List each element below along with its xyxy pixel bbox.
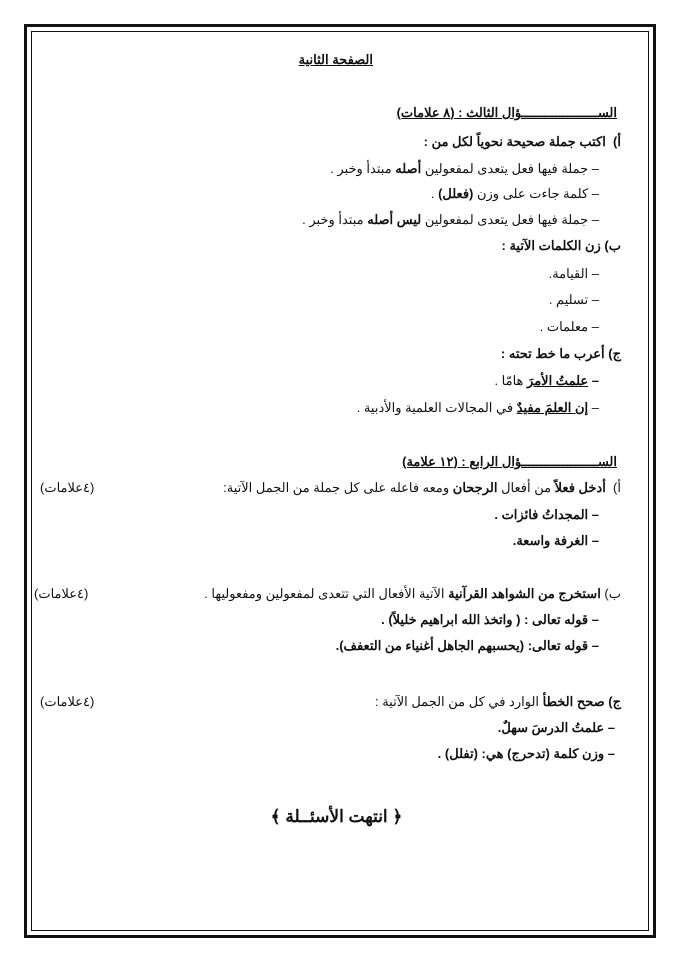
bold-text: ج) صحح الخطأ	[542, 694, 621, 709]
q4-c-marks: (٤علامات)	[40, 694, 95, 709]
text: –	[588, 400, 599, 415]
page-title: الصفحة الثانية	[298, 52, 373, 67]
text: مبتدأ وخبر .	[302, 212, 368, 227]
text: في المجالات العلمية والأدبية .	[356, 400, 517, 415]
q4-a-label: أ)	[613, 480, 621, 495]
text: هامّا .	[494, 373, 528, 388]
text: –	[588, 373, 599, 388]
q4-b-item: – قوله تعالى : ( واتخذ الله ابراهيم خليلاً) .	[381, 612, 599, 627]
underlined-text: إن العلمَ مفيدٌ	[516, 400, 589, 415]
bold-text: الرجحان	[452, 480, 498, 495]
q3-a-instruction	[424, 133, 621, 151]
q3-b-instruction: ب) زن الكلمات الآتية :	[501, 238, 621, 253]
q4-c-instruction	[375, 693, 621, 711]
text: من أفعال	[497, 480, 555, 495]
q4-a-item: – المجداتُ فائزات .	[494, 507, 599, 522]
text: الوارد في كل من الجمل الآتية :	[374, 694, 543, 709]
text: ب)	[600, 586, 621, 601]
q3-c-item	[357, 399, 599, 417]
q4-c-item: – علمتُ الدرسَ سهلٌ.	[497, 720, 615, 735]
q4-a-marks: (٤علامات)	[40, 480, 95, 495]
q4-a-instruction	[223, 479, 621, 497]
q4-heading: الســــــــــــــــــــؤال الرابع : (١٢ علامة)	[402, 454, 617, 469]
q3-a-item	[330, 160, 599, 178]
q4-a-item: – الغرفة واسعة.	[512, 533, 599, 548]
end-of-questions: ﴿ انتهت الأسئــلة ﴾	[270, 807, 403, 826]
text: ومعه فاعله على كل جملة من الجمل الآتية:	[223, 480, 453, 495]
text: مبتدأ وخبر .	[330, 161, 396, 176]
q3-a-item	[302, 211, 599, 229]
q4-b-instruction	[204, 585, 621, 603]
q3-a-label: أ)	[613, 134, 621, 149]
bold-text: استخرج من الشواهد القرآنية	[448, 586, 601, 601]
q3-heading: الســــــــــــــــــــؤال الثالث : (٨ علامات)	[396, 105, 617, 120]
bold-text: ليس أصله	[367, 212, 422, 227]
q3-b-item: – تسليم .	[548, 292, 599, 307]
q3-b-item: – القيامة.	[548, 266, 599, 281]
text: .	[430, 186, 439, 201]
text: – جملة فيها فعل يتعدى لمفعولين	[421, 161, 599, 176]
text: – كلمة جاءت على وزن	[473, 186, 599, 201]
q4-b-marks: (٤علامات)	[34, 586, 89, 601]
bold-text: (فعلل)	[438, 186, 474, 201]
q3-c-item	[494, 372, 599, 390]
underlined-text: علمتُ الأمرَ	[527, 373, 589, 388]
text: – جملة فيها فعل يتعدى لمفعولين	[421, 212, 599, 227]
q4-b-item: – قوله تعالى: (يحسبهم الجاهل أغنياء من التعفف).	[335, 638, 599, 653]
q4-c-item: – وزن كلمة (تدحرج) هي: (تفلل) .	[437, 746, 615, 761]
q3-c-instruction: ج) أعرب ما خط تحته :	[500, 346, 621, 361]
q3-a-text: اكتب جملة صحيحة نحوياً لكل من :	[423, 134, 606, 149]
text: الآتية الأفعال التي تتعدى لمفعولين ومفعوليها .	[204, 586, 449, 601]
bold-text: أصله	[395, 161, 422, 176]
bold-text: أدخل فعلاً	[554, 480, 606, 495]
q3-b-item: – معلمات .	[539, 319, 599, 334]
q3-a-item	[431, 185, 599, 203]
